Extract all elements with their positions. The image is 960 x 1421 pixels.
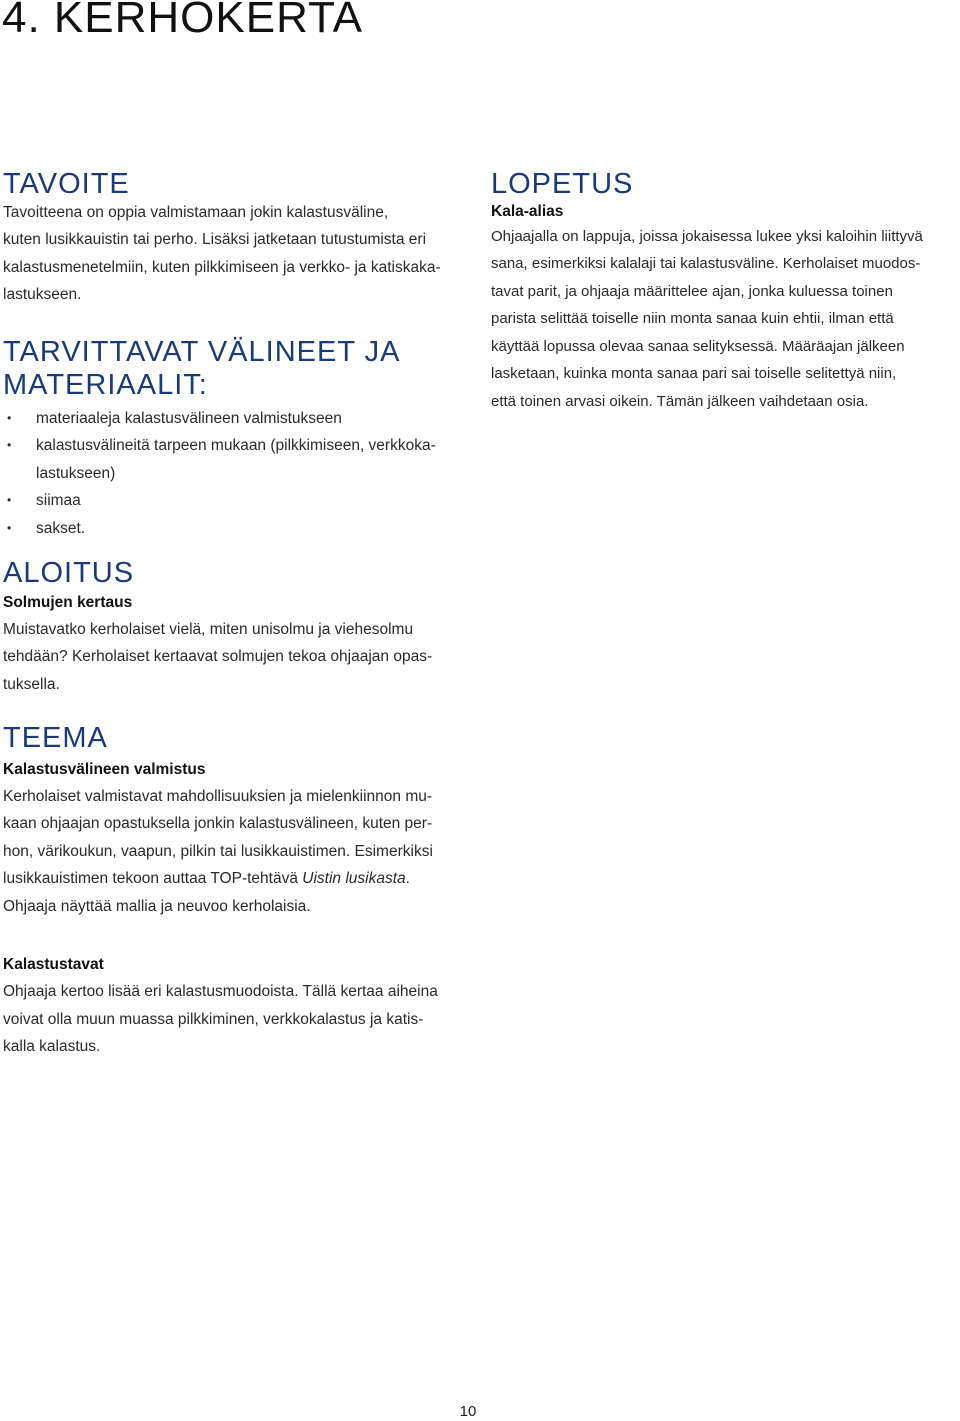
tavoite-heading: TAVOITE — [3, 168, 130, 200]
tavoite-line: lastukseen. — [3, 286, 82, 304]
list-item-text: kalastusvälineitä tarpeen mukaan (pilkkimiseen, verkkoka- — [36, 437, 436, 455]
tavoite-line: kalastusmenetelmiin, kuten pilkkimiseen ja verkko- ja katiskaka- — [3, 258, 441, 276]
tavoite-section — [3, 168, 473, 309]
teema-line: Kerholaiset valmistavat mahdollisuuksien ja mielenkiinnon mu- — [3, 787, 433, 805]
lopetus-line: käyttää lopussa olevaa sanaa selityksessä. Määräajan jälkeen — [491, 337, 905, 355]
tavoite-line: Tavoitteena on oppia valmistamaan jokin kalastusväline, — [3, 203, 389, 221]
aloitus-line: tehdään? Kerholaiset kertaavat solmujen tekoa ohjaajan opas- — [3, 648, 433, 666]
teema-line4-prefix: lusikkauistimen tekoon auttaa TOP-tehtävä — [3, 870, 303, 888]
valineet-heading-line2: MATERIAALIT: — [3, 368, 208, 401]
lopetus-section — [491, 168, 959, 415]
bullet-icon: • — [7, 520, 12, 535]
page-title: 4. KERHOKERTA — [2, 0, 364, 42]
teema-section — [3, 722, 473, 920]
lopetus-line: parista selittää toiselle niin monta sanaa kuin ehtii, ilman että — [491, 310, 894, 328]
aloitus-section — [3, 557, 473, 698]
teema-heading: TEEMA — [3, 722, 108, 754]
valineet-list — [3, 405, 473, 543]
tavoite-line: kuten lusikkauistin tai perho. Lisäksi jatketaan tutustumista eri — [3, 231, 427, 249]
teema-subheading: Kalastusvälineen valmistus — [3, 760, 206, 778]
list-item — [3, 432, 473, 487]
lopetus-line: että toinen arvasi oikein. Tämän jälkeen vaihdetaan osia. — [491, 392, 869, 410]
teema-line: hon, värikoukun, vaapun, pilkin tai lusikkauistimen. Esimerkiksi — [3, 842, 433, 860]
kalastustavat-subheading: Kalastustavat — [3, 956, 104, 973]
kalastustavat-line: kalla kalastus. — [3, 1038, 101, 1055]
lopetus-heading: LOPETUS — [491, 168, 634, 200]
valineet-heading — [3, 336, 473, 402]
lopetus-line: tavat parit, ja ohjaaja määrittelee ajan, jonka kuluessa toinen — [491, 282, 893, 300]
lopetus-line: sana, esimerkiksi kalalaji tai kalastusväline. Kerholaiset muodos- — [491, 255, 921, 273]
teema-line: kaan ohjaajan opastuksella jonkin kalastusvälineen, kuten per- — [3, 815, 433, 833]
teema-line — [3, 865, 473, 893]
valineet-heading-line1: TARVITTAVAT VÄLINEET JA — [3, 336, 401, 368]
kalastustavat-line: voivat olla muun muassa pilkkiminen, verkkokalastus ja katis- — [3, 1010, 424, 1028]
aloitus-line: tuksella. — [3, 675, 60, 693]
page-number: 10 — [459, 1403, 477, 1420]
lopetus-subheading: Kala-alias — [491, 202, 564, 220]
valineet-section — [3, 336, 473, 542]
list-item-text: lastukseen) — [36, 464, 116, 482]
aloitus-heading: ALOITUS — [3, 557, 135, 589]
list-item — [3, 405, 473, 433]
list-item-text: materiaaleja kalastusvälineen valmistukseen — [36, 409, 342, 427]
list-item-text: sakset. — [36, 519, 86, 537]
bullet-icon: • — [7, 493, 12, 508]
aloitus-line: Muistavatko kerholaiset vielä, miten unisolmu ja viehesolmu — [3, 620, 414, 638]
aloitus-subheading: Solmujen kertaus — [3, 593, 133, 611]
list-item — [3, 487, 473, 515]
task-title-italic: Uistin lusikasta — [302, 870, 406, 888]
kalastustavat-line: Ohjaaja kertoo lisää eri kalastusmuodoista. Tällä kertaa aiheina — [3, 983, 438, 1000]
lopetus-line: Ohjaajalla on lappuja, joissa jokaisessa lukee yksi kaloihin liittyvä — [491, 227, 923, 245]
lopetus-line: lasketaan, kuinka monta sanaa pari sai toiselle selitettyä niin, — [491, 365, 897, 383]
teema-line: Ohjaaja näyttää mallia ja neuvoo kerholaisia. — [3, 897, 311, 915]
kalastustavat-section — [3, 955, 473, 1061]
bullet-icon: • — [7, 438, 12, 453]
bullet-icon: • — [7, 410, 12, 425]
teema-line4-suffix: . — [405, 870, 410, 888]
list-item — [3, 515, 473, 543]
list-item-text: siimaa — [36, 492, 81, 510]
